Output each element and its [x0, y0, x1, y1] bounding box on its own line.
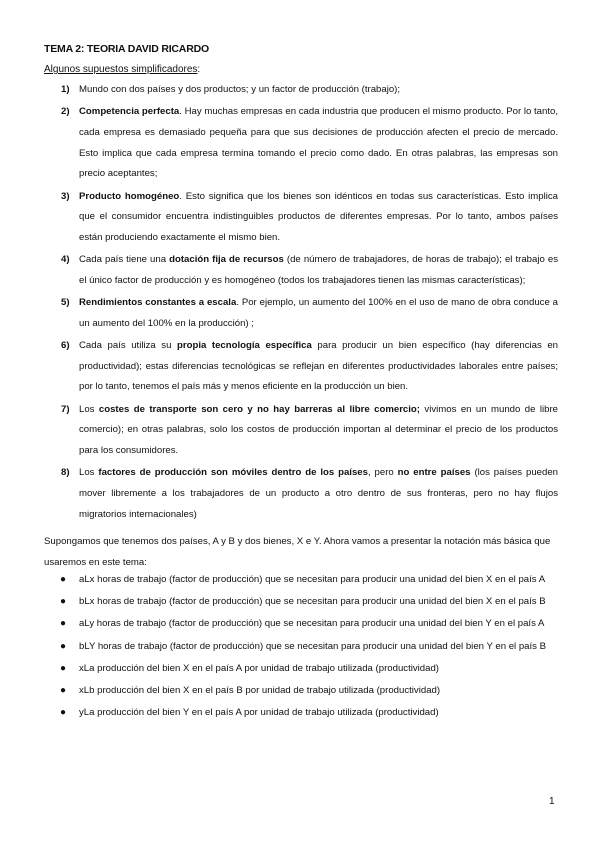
list-item — [44, 80, 558, 101]
item-text: (de número de trabajadores, de horas de trabajo); el trabajo es el único factor de producción y es homogéneo (todos los trabajadores tienen las mismas características); — [79, 254, 558, 286]
section-subtitle — [44, 64, 200, 75]
bullet-icon: ● — [60, 574, 67, 585]
notation-list — [44, 570, 558, 725]
item-number: 7) — [61, 403, 70, 415]
bullet-icon: ● — [60, 640, 67, 652]
item-bold-term: Producto homogéneo — [79, 190, 180, 202]
list-item — [44, 463, 558, 525]
item-text: xLb producción del bien X en el país B por unidad de trabajo utilizada (productividad) — [79, 685, 441, 697]
list-item — [44, 637, 558, 658]
item-bold-term: Rendimientos constantes a escala — [79, 297, 237, 309]
item-number: 8) — [61, 467, 70, 479]
bullet-icon: ● — [60, 596, 67, 608]
list-item — [44, 102, 558, 185]
item-bold-term: factores de producción son móviles dentro de los países — [98, 467, 368, 479]
list-item — [44, 293, 558, 334]
item-text: . Esto significa que los bienes son idénticos en todas sus características. Esto implica que el consumidor encuentra indistinguibles productos de diferentes empresas. Por lo tanto, ambos países están produciendo exactamente el mismo bien. — [79, 190, 558, 243]
list-item — [44, 659, 558, 680]
subtitle-suffix: : — [197, 64, 201, 75]
item-text: bLx horas de trabajo (factor de producción) que se necesitan para producir una unidad del bien X en el país B — [79, 596, 546, 608]
intro-paragraph: Supongamos que tenemos dos países, A y B y dos bienes, X e Y. Ahora vamos a presentar la notación más básica que usaremos en este tema: — [44, 536, 551, 568]
item-text: para producir un bien específico (hay diferencias en productividad); estas diferencias tecnológicas se reflejan en diferentes productividades laborales entre países; por lo tanto, tenemos el país más y menos eficiente en la producción un bien. — [79, 339, 558, 393]
bullet-icon: ● — [60, 618, 67, 630]
item-text: xLa producción del bien X en el país A por unidad de trabajo utilizada (productividad) — [79, 662, 440, 674]
bullet-icon: ● — [60, 685, 67, 697]
item-number: 1) — [61, 84, 70, 95]
item-number: 2) — [61, 106, 70, 118]
item-pre: Cada país tiene una — [79, 254, 170, 266]
list-item — [44, 250, 558, 291]
item-bold-term: propia tecnología específica — [177, 339, 312, 351]
item-text: . Hay muchas empresas en cada industria que producen el mismo producto. Por lo tanto, cada empresa es demasiado pequeña para que sus decisiones de producción afecten el precio de mercado. Esto implica que cada empresa termina tomando el precio como dado. En otras palabras, las empresas son precio aceptantes; — [79, 106, 559, 180]
page-title: TEMA 2: TEORIA DAVID RICARDO — [44, 43, 209, 55]
item-text: Mundo con dos países y dos productos; y un factor de producción (trabajo); — [79, 84, 401, 95]
list-item — [44, 400, 558, 462]
item-bold-term: Competencia perfecta — [79, 106, 180, 118]
list-item — [44, 614, 558, 635]
item-pre: Los — [79, 467, 99, 479]
item-text: (los países pueden mover libremente a los trabajadores de un producto a otro dentro de sus fronteras, pero no hay flujos migratorios internacionales) — [79, 467, 558, 520]
list-item — [44, 703, 558, 724]
list-item — [44, 592, 558, 613]
list-item — [44, 336, 558, 398]
item-text: aLy horas de trabajo (factor de producción) que se necesitan para producir una unidad del bien Y en el país A — [79, 618, 545, 630]
item-bold-term-2: no entre países — [397, 467, 471, 479]
assumptions-list — [44, 80, 558, 527]
page-number: 1 — [549, 796, 555, 807]
item-text: vivimos en un mundo de libre comercio); en otras palabras, solo los costos de producción importan al determinar el precio de los productos para los consumidores. — [79, 403, 558, 456]
item-number: 6) — [61, 339, 70, 351]
item-number: 5) — [61, 297, 70, 309]
item-pre: Los — [79, 403, 99, 415]
list-item — [44, 570, 558, 591]
item-bold-term: dotación fija de recursos — [169, 254, 284, 266]
item-text: bLY horas de trabajo (factor de producción) que se necesitan para producir una unidad del bien Y en el país B — [79, 640, 547, 652]
list-item — [44, 187, 558, 249]
list-item — [44, 681, 558, 702]
bullet-icon: ● — [60, 662, 67, 674]
bullet-icon: ● — [60, 707, 67, 719]
item-bold-term: costes de transporte son cero y no hay barreras al libre comercio; — [98, 403, 420, 415]
item-text: yLa producción del bien Y en el país A por unidad de trabajo utilizada (productividad) — [79, 707, 439, 719]
subtitle-text: Algunos supuestos simplificadores — [44, 64, 198, 75]
item-text: aLx horas de trabajo (factor de producción) que se necesitan para producir una unidad del bien X en el país A — [79, 574, 546, 585]
item-text: . Por ejemplo, un aumento del 100% en el uso de mano de obra conduce a un aumento del 100% en la producción) ; — [79, 297, 558, 329]
item-number: 3) — [61, 190, 70, 202]
item-mid: , pero — [367, 467, 398, 479]
item-number: 4) — [61, 254, 70, 266]
item-pre: Cada país utiliza su — [79, 339, 178, 351]
